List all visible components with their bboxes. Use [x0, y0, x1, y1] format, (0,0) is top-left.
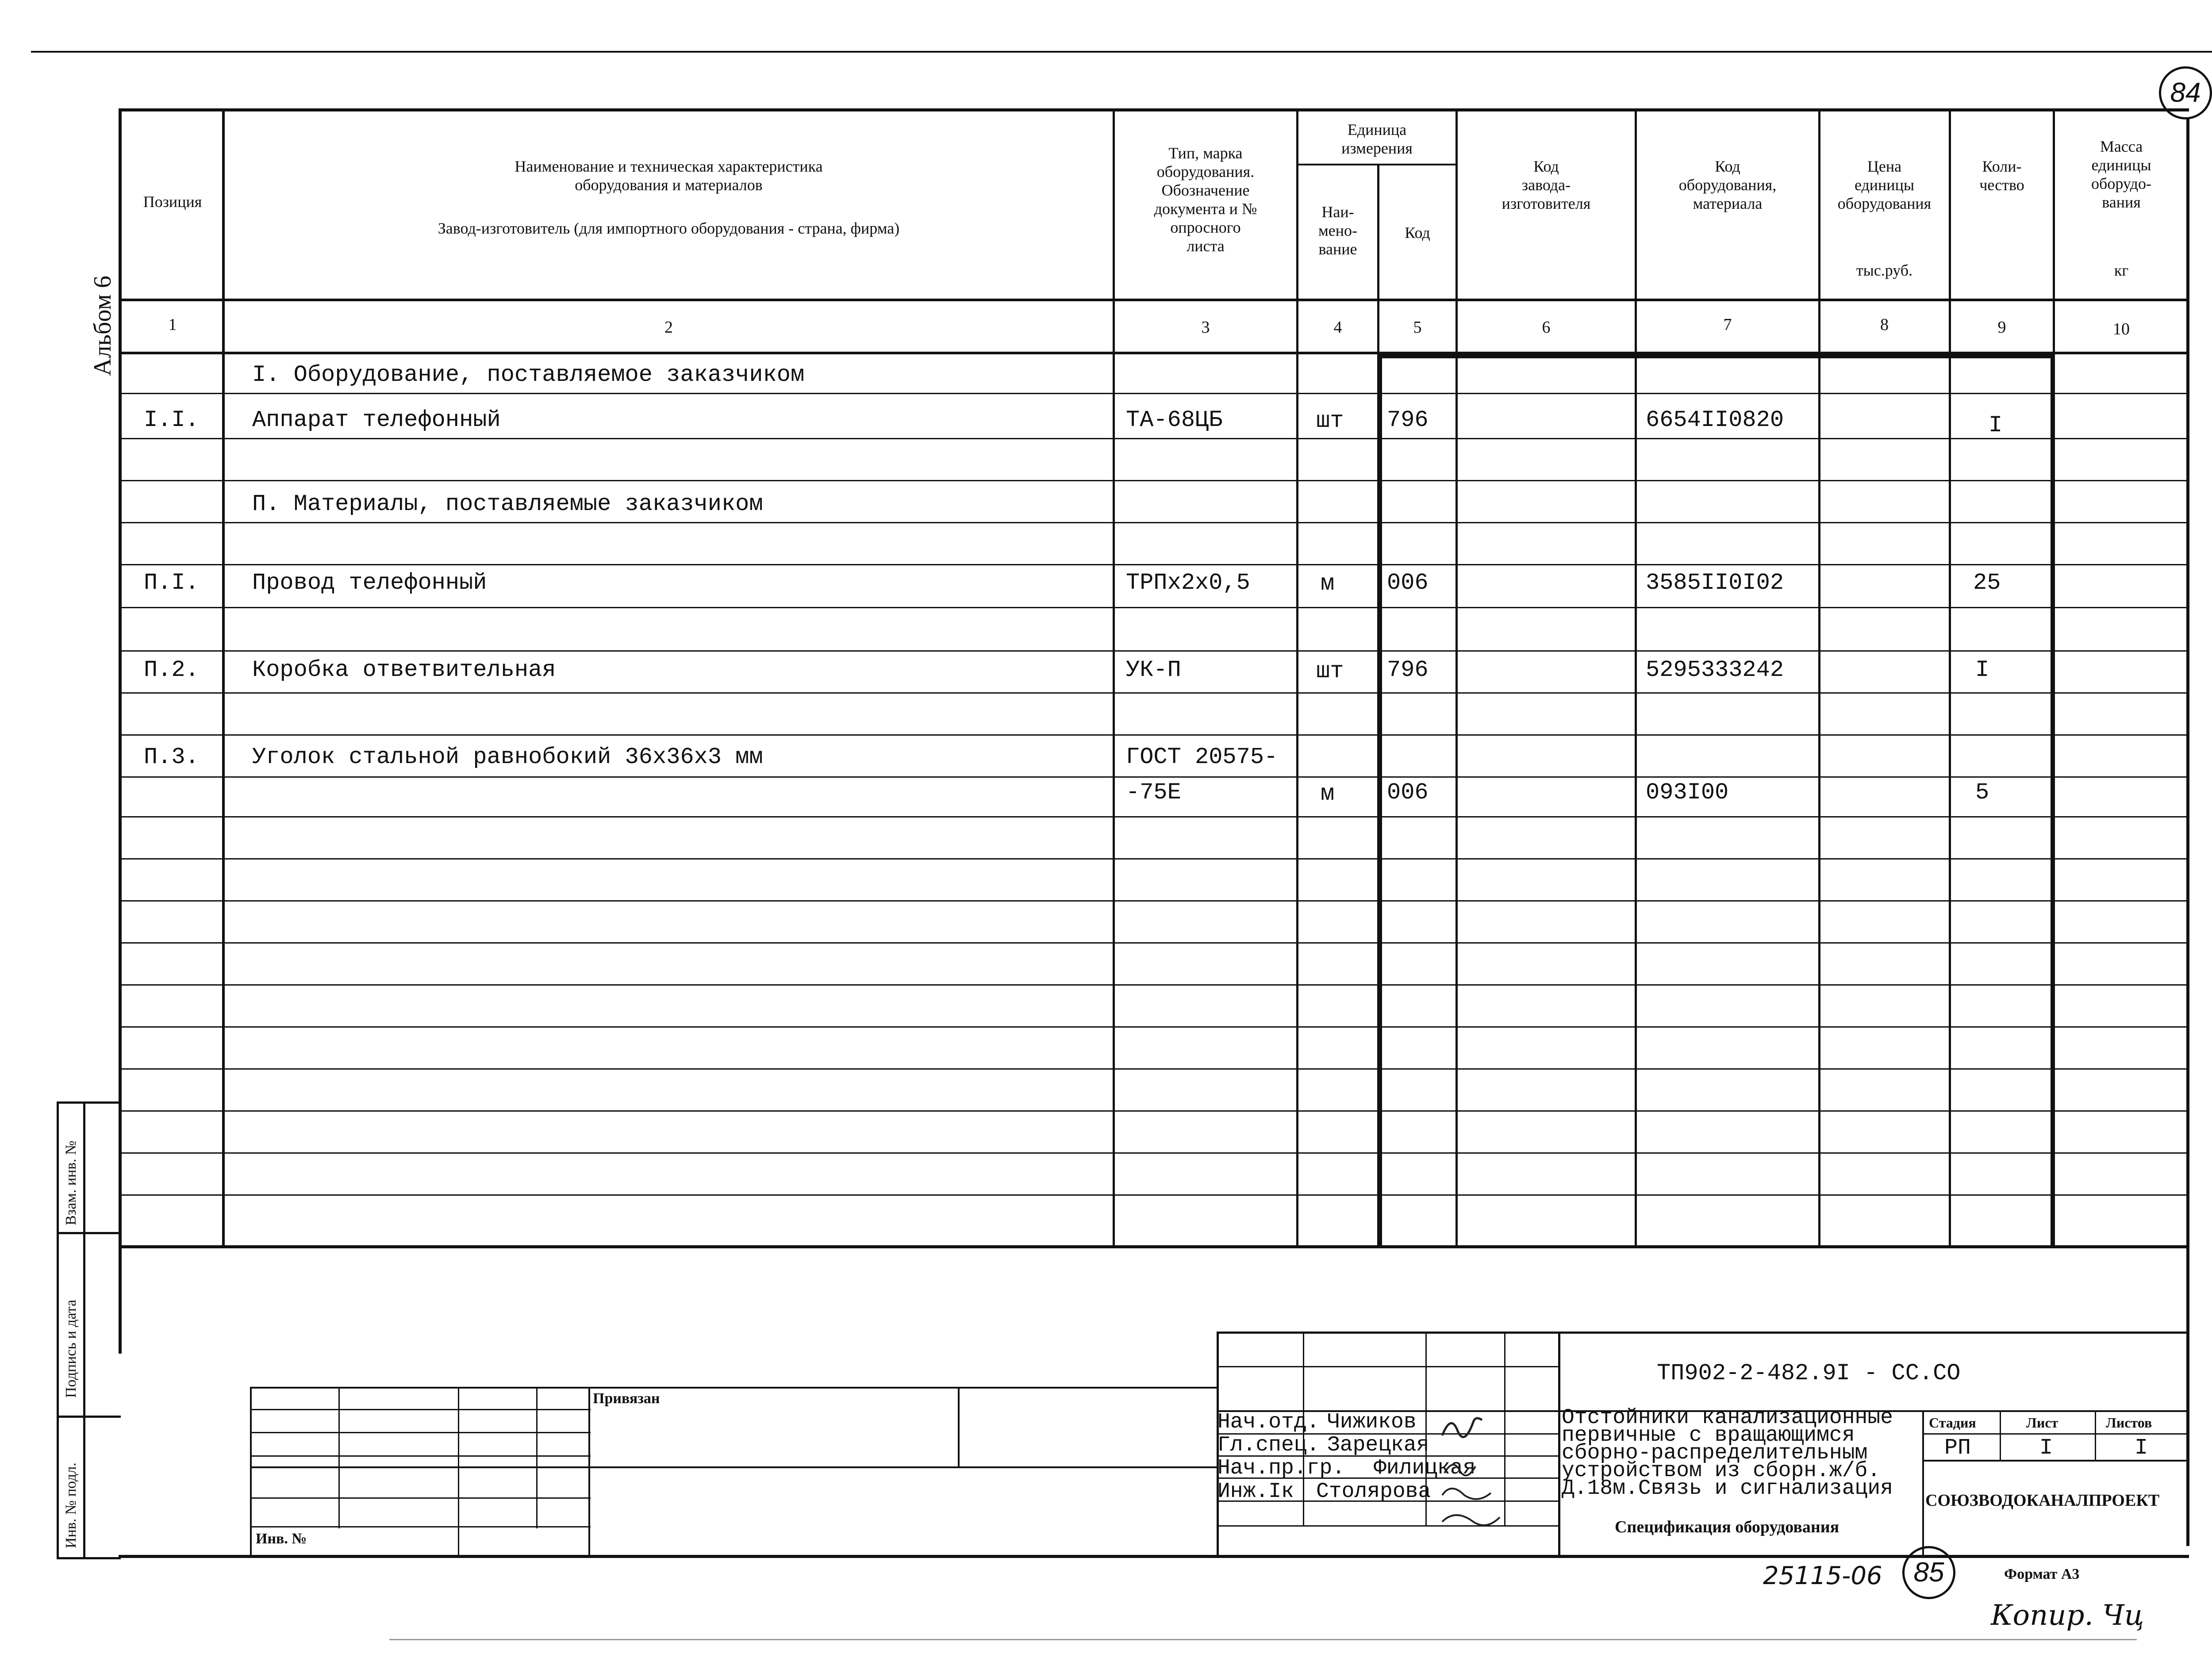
format-label: Формат А3	[2004, 1566, 2080, 1582]
signer-role: Гл.спец.	[1217, 1433, 1320, 1457]
row-unit-code: 006	[1387, 779, 1429, 806]
header-qty-line: Коли-	[1982, 157, 2022, 175]
header-plant-code-line: завода-	[1521, 176, 1571, 194]
row-qty: I	[1989, 412, 2003, 438]
header-price-line: единицы	[1854, 176, 1915, 194]
header-unit-line: Единица	[1347, 121, 1407, 138]
document-title-line: устройством из сборн.ж/б.	[1562, 1459, 1881, 1483]
header-type-line: Тип, марка	[1168, 144, 1243, 162]
header-qty	[1951, 157, 2053, 194]
page-number-top: 84	[2159, 66, 2212, 119]
document-code: ТП902-2-482.9I - СС.СО	[1657, 1360, 1961, 1386]
header-unit	[1298, 120, 1455, 157]
signer-name: Столярова	[1316, 1480, 1431, 1504]
row-unit-code: 796	[1387, 407, 1429, 433]
row-type: ТРПх2х0,5	[1126, 570, 1250, 596]
header-unit-name	[1298, 203, 1377, 258]
inv-no-label: Инв. №	[256, 1531, 307, 1547]
row-name: Коробка ответвительная	[252, 657, 556, 683]
organization-name: СОЮЗВОДОКАНАЛПРОЕКТ	[1925, 1491, 2160, 1510]
row-qty: 25	[1973, 570, 2001, 596]
row-name: П. Материалы, поставляемые заказчиком	[252, 491, 763, 517]
row-qty: 5	[1975, 779, 1989, 806]
signer-role: Нач.пр.гр.	[1217, 1456, 1345, 1480]
row-equip-code: 3585II0I02	[1646, 570, 1784, 596]
signer-role: Нач.отд.	[1217, 1410, 1320, 1434]
stage-label: Стадия	[1929, 1415, 1976, 1431]
col-number: 5	[1413, 318, 1422, 337]
col-number: 4	[1333, 318, 1342, 337]
document-title-line: первичные с вращающимся	[1562, 1424, 1855, 1447]
document-title	[1562, 1406, 1920, 1500]
header-mass-unit: кг	[2114, 261, 2129, 279]
col-number: 1	[168, 315, 177, 334]
row-qty: I	[1975, 657, 1989, 683]
row-name: Аппарат телефонный	[252, 407, 501, 433]
page-number-bottom: 85	[1902, 1546, 1955, 1599]
header-mass-line: Масса	[2100, 138, 2143, 155]
header-qty-line: чество	[1979, 176, 2024, 194]
row-unit: шт	[1316, 658, 1344, 684]
signer-name: Филицкая	[1374, 1456, 1476, 1480]
row-type: -75Е	[1126, 779, 1181, 806]
handwritten-code: 25115-06	[1763, 1562, 1882, 1590]
row-type: УК-П	[1126, 657, 1181, 683]
document-title-line: сборно-распределительным	[1562, 1441, 1868, 1465]
row-name: Уголок стальной равнобокий 36х36х3 мм	[252, 744, 763, 770]
document-title-line: Отстойники канализационные	[1562, 1406, 1893, 1430]
header-equip-code-line: Код	[1715, 157, 1740, 175]
copy-note: Копир. Чц	[1991, 1599, 2144, 1632]
row-unit-code: 796	[1387, 657, 1429, 683]
header-unit-name-line: вание	[1318, 240, 1357, 258]
col-number: 2	[664, 318, 673, 337]
row-name: Провод телефонный	[252, 570, 487, 596]
stage-value: РП	[1944, 1435, 1971, 1461]
header-equip-code	[1637, 157, 1818, 213]
header-unit-line: измерения	[1341, 139, 1413, 157]
side-stamp-inv-podl: Инв. № подл.	[63, 1462, 79, 1548]
header-plant-code-line: Код	[1533, 157, 1559, 175]
header-equip-code-line: оборудования,	[1678, 176, 1777, 194]
sheet-label: Лист	[2026, 1415, 2058, 1431]
header-mass	[2055, 137, 2188, 211]
privyazan-label: Привязан	[593, 1390, 660, 1407]
side-stamp-vzam: Взам. инв. №	[63, 1140, 79, 1225]
col-number: 6	[1542, 318, 1551, 337]
row-position: П.2.	[144, 657, 199, 683]
row-type: ТА-68ЦБ	[1126, 407, 1223, 433]
document-title-line: Д.18м.Связь и сигнализация	[1562, 1477, 1893, 1500]
header-price-line: Цена	[1867, 157, 1902, 175]
row-unit: шт	[1316, 408, 1344, 434]
sheet-value: I	[2039, 1435, 2053, 1461]
col-number: 7	[1723, 315, 1732, 334]
header-mass-line: оборудо-	[2091, 175, 2151, 192]
col-number: 3	[1201, 318, 1210, 337]
header-price-unit: тыс.руб.	[1856, 261, 1913, 279]
signer-role: Инж.Iк	[1217, 1480, 1294, 1504]
header-type-line: Обозначение	[1161, 181, 1250, 199]
header-name-line2: оборудования и материалов	[575, 176, 763, 194]
header-type-line: оборудования.	[1156, 163, 1255, 180]
row-equip-code: 5295333242	[1646, 657, 1784, 683]
row-unit-code: 006	[1387, 570, 1429, 596]
header-unit-code: Код	[1405, 224, 1430, 242]
row-equip-code: 6654II0820	[1646, 407, 1784, 433]
col-number: 10	[2113, 320, 2130, 338]
document-subtitle: Спецификация оборудования	[1615, 1518, 1839, 1536]
row-position: I.I.	[144, 407, 199, 433]
header-price	[1819, 157, 1950, 213]
header-type-line: листа	[1187, 237, 1225, 255]
header-position: Позиция	[143, 193, 202, 211]
header-plant-code	[1458, 157, 1635, 213]
header-mass-line: единицы	[2091, 156, 2151, 174]
col-number: 9	[1997, 318, 2006, 337]
header-type-line: документа и №	[1154, 200, 1257, 218]
header-equip-code-line: материала	[1693, 195, 1763, 212]
row-type: ГОСТ 20575-	[1126, 744, 1278, 770]
row-equip-code: 093I00	[1646, 779, 1729, 806]
row-position: П.3.	[144, 744, 199, 770]
row-position: П.I.	[144, 570, 199, 596]
header-unit-name-line: Наи-	[1321, 203, 1354, 221]
header-unit-name-line: мено-	[1318, 222, 1357, 239]
row-name: I. Оборудование, поставляемое заказчиком	[252, 362, 805, 388]
header-mass-line: вания	[2102, 193, 2141, 211]
side-stamp-podpis: Подпись и дата	[63, 1300, 79, 1398]
header-name-line1: Наименование и техническая характеристика	[515, 157, 823, 175]
row-unit: м	[1321, 781, 1335, 807]
header-type-line: опросного	[1170, 219, 1241, 236]
signature-marks	[1433, 1404, 1522, 1533]
sheets-label: Листов	[2106, 1415, 2152, 1431]
sheets-value: I	[2135, 1435, 2148, 1461]
row-unit: м	[1321, 571, 1335, 597]
col-number: 8	[1880, 315, 1889, 334]
album-label: Альбом 6	[89, 276, 116, 376]
header-price-line: оборудования	[1837, 195, 1932, 212]
signer-name: Чижиков	[1327, 1410, 1417, 1434]
signer-name: Зарецкая	[1327, 1433, 1429, 1457]
header-name-line3: Завод-изготовитель (для импортного оборудования - страна, фирма)	[438, 219, 900, 237]
header-plant-code-line: изготовителя	[1502, 195, 1591, 212]
header-type	[1115, 144, 1296, 255]
